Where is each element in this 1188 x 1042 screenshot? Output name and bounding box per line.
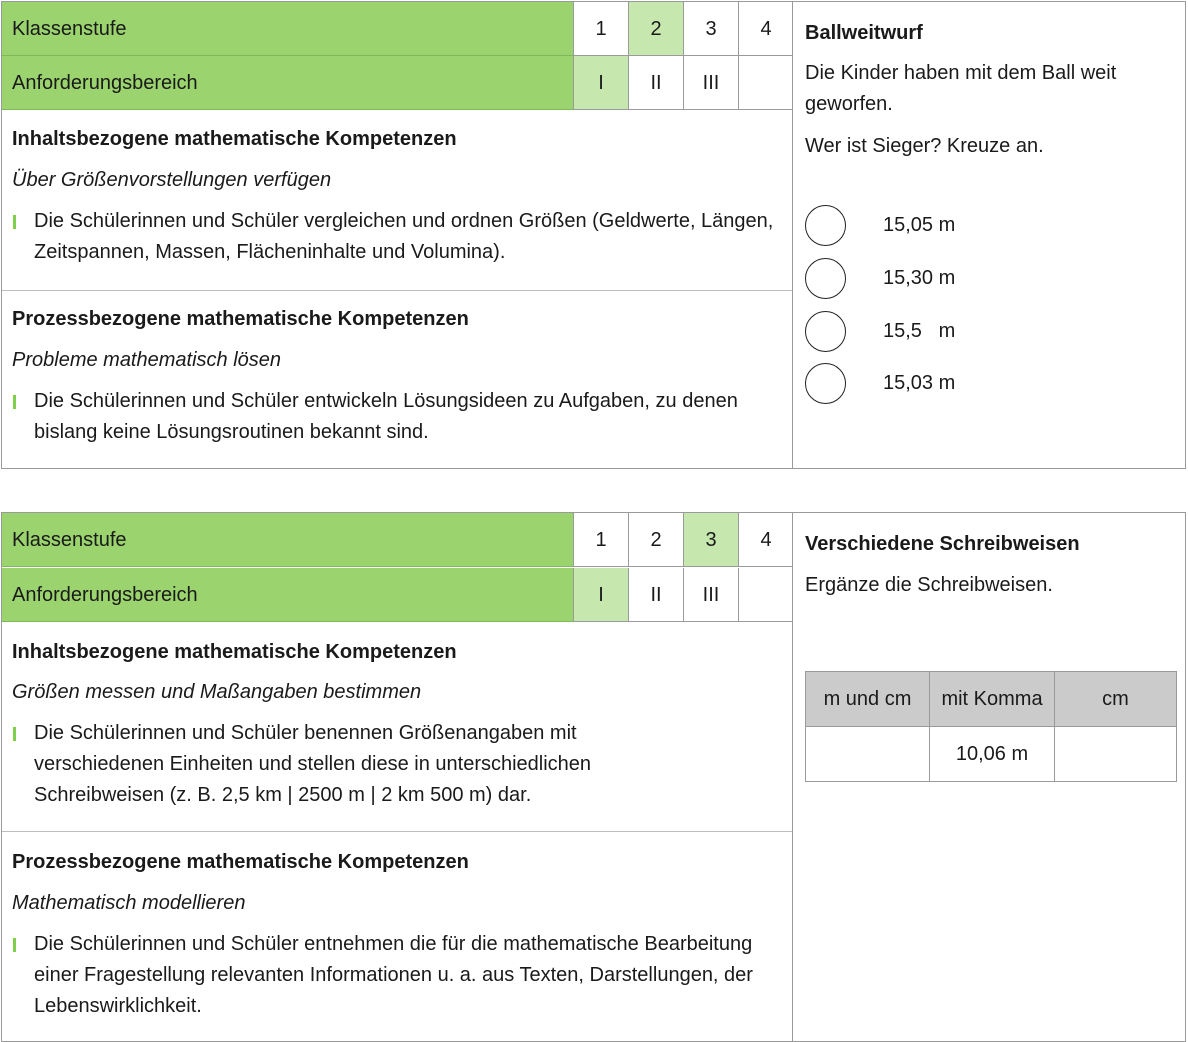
bereich-cell-1: I [573,568,628,622]
inhalt-bullet-text: Die Schülerinnen und Schüler benennen Größenangaben mit verschiedenen Einheiten und stellen diese in unterschiedlichen Schreibweisen (z. B. 2,5 km | 2500 m | 2 km 500 m) dar. [34,722,592,806]
prozess-title: Prozessbezogene mathematische Kompetenzen [12,308,469,330]
radio-circle-icon[interactable] [805,205,846,246]
prozess-title: Prozessbezogene mathematische Kompetenzen [12,851,469,873]
competence-panel [2,513,793,1041]
bullet-marker [13,395,16,409]
prozess-bullet-text: Die Schülerinnen und Schüler entwickeln Lösungsideen zu Aufgaben, zu denen bislang keine Lösungsroutinen bekannt sind. [34,390,738,443]
competence-panel [2,2,793,468]
klassenstufe-row [2,2,792,56]
inhalt-title: Inhaltsbezogene mathematische Kompetenzen [12,128,457,150]
klasse-cell-1: 1 [573,513,628,567]
answer-option-label: 15,30 m [883,267,956,289]
bereich-cell-2: II [628,568,683,622]
prozess-bullet [12,929,794,1022]
inhalt-title: Inhaltsbezogene mathematische Kompetenzen [12,641,457,663]
bullet-marker [13,727,16,741]
anforderung-row [2,568,792,622]
table-header-mit-komma: mit Komma [930,672,1055,727]
inhalt-subtitle: Über Größenvorstellungen verfügen [12,169,332,191]
inhalt-bullet [12,718,694,811]
bereich-cell-1: I [573,56,628,110]
inhalt-section [2,641,792,811]
klasse-cell-4: 4 [738,513,793,567]
prozess-bullet [12,386,754,448]
prozess-subtitle: Probleme mathematisch lösen [12,349,282,371]
klasse-cell-1: 1 [573,2,628,56]
task-instruction: Ergänze die Schreibweisen. [805,574,1053,596]
table-cell-mit-komma: 10,06 m [930,727,1055,782]
bereich-cell-4 [738,56,793,110]
klassenstufe-label: Klassenstufe [2,513,573,567]
prozess-subtitle: Mathematisch modellieren [12,892,246,914]
radio-circle-icon[interactable] [805,363,846,404]
radio-circle-icon[interactable] [805,258,846,299]
task-panel [793,2,1185,468]
task-title: Verschiedene Schreibweisen [805,533,1080,555]
task-card-schreibweisen [1,512,1186,1042]
prozess-section [2,831,792,1041]
task-title: Ballweitwurf [805,22,923,44]
klassenstufe-row [2,513,792,567]
inhalt-section [2,128,792,268]
anforderung-label: Anforderungsbereich [2,56,573,110]
klasse-cell-3: 3 [683,513,738,567]
bullet-marker [13,938,16,952]
radio-circle-icon[interactable] [805,311,846,352]
table-cell-cm[interactable] [1055,727,1177,782]
klasse-cell-4: 4 [738,2,793,56]
table-header-cm: cm [1055,672,1177,727]
answer-option-label: 15,03 m [883,372,956,394]
bullet-marker [13,215,16,229]
bereich-cell-2: II [628,56,683,110]
task-card-ballweitwurf [1,1,1186,469]
inhalt-bullet-text: Die Schülerinnen und Schüler vergleichen und ordnen Größen (Geldwerte, Längen, Zeitspannen, Massen, Flächeninhalte und Volumina). [34,210,774,263]
bereich-cell-4 [738,568,793,622]
klasse-cell-3: 3 [683,2,738,56]
inhalt-bullet [12,206,784,268]
table-cell-m-und-cm[interactable] [806,727,930,782]
anforderung-label: Anforderungsbereich [2,568,573,622]
task-instruction: Wer ist Sieger? Kreuze an. [805,135,1044,157]
prozess-section [2,290,792,470]
bereich-cell-3: III [683,568,738,622]
bereich-cell-3: III [683,56,738,110]
task-text: Die Kinder haben mit dem Ball weit geworfen. [805,62,1117,115]
inhalt-subtitle: Größen messen und Maßangaben bestimmen [12,681,422,703]
schreibweisen-table [805,671,1177,782]
prozess-bullet-text: Die Schülerinnen und Schüler entnehmen die für die mathematische Bearbeitung einer Fragestellung relevanten Informationen u. a. aus Texten, Darstellungen, der Lebenswirklichkeit. [34,933,753,1017]
klasse-cell-2: 2 [628,2,683,56]
table-header-m-und-cm: m und cm [806,672,930,727]
klassenstufe-label: Klassenstufe [2,2,573,56]
klasse-cell-2: 2 [628,513,683,567]
answer-option-label: 15,05 m [883,214,956,236]
task-panel [793,513,1185,1041]
answer-option-label: 15,5 m [883,320,956,342]
anforderung-row [2,56,792,110]
